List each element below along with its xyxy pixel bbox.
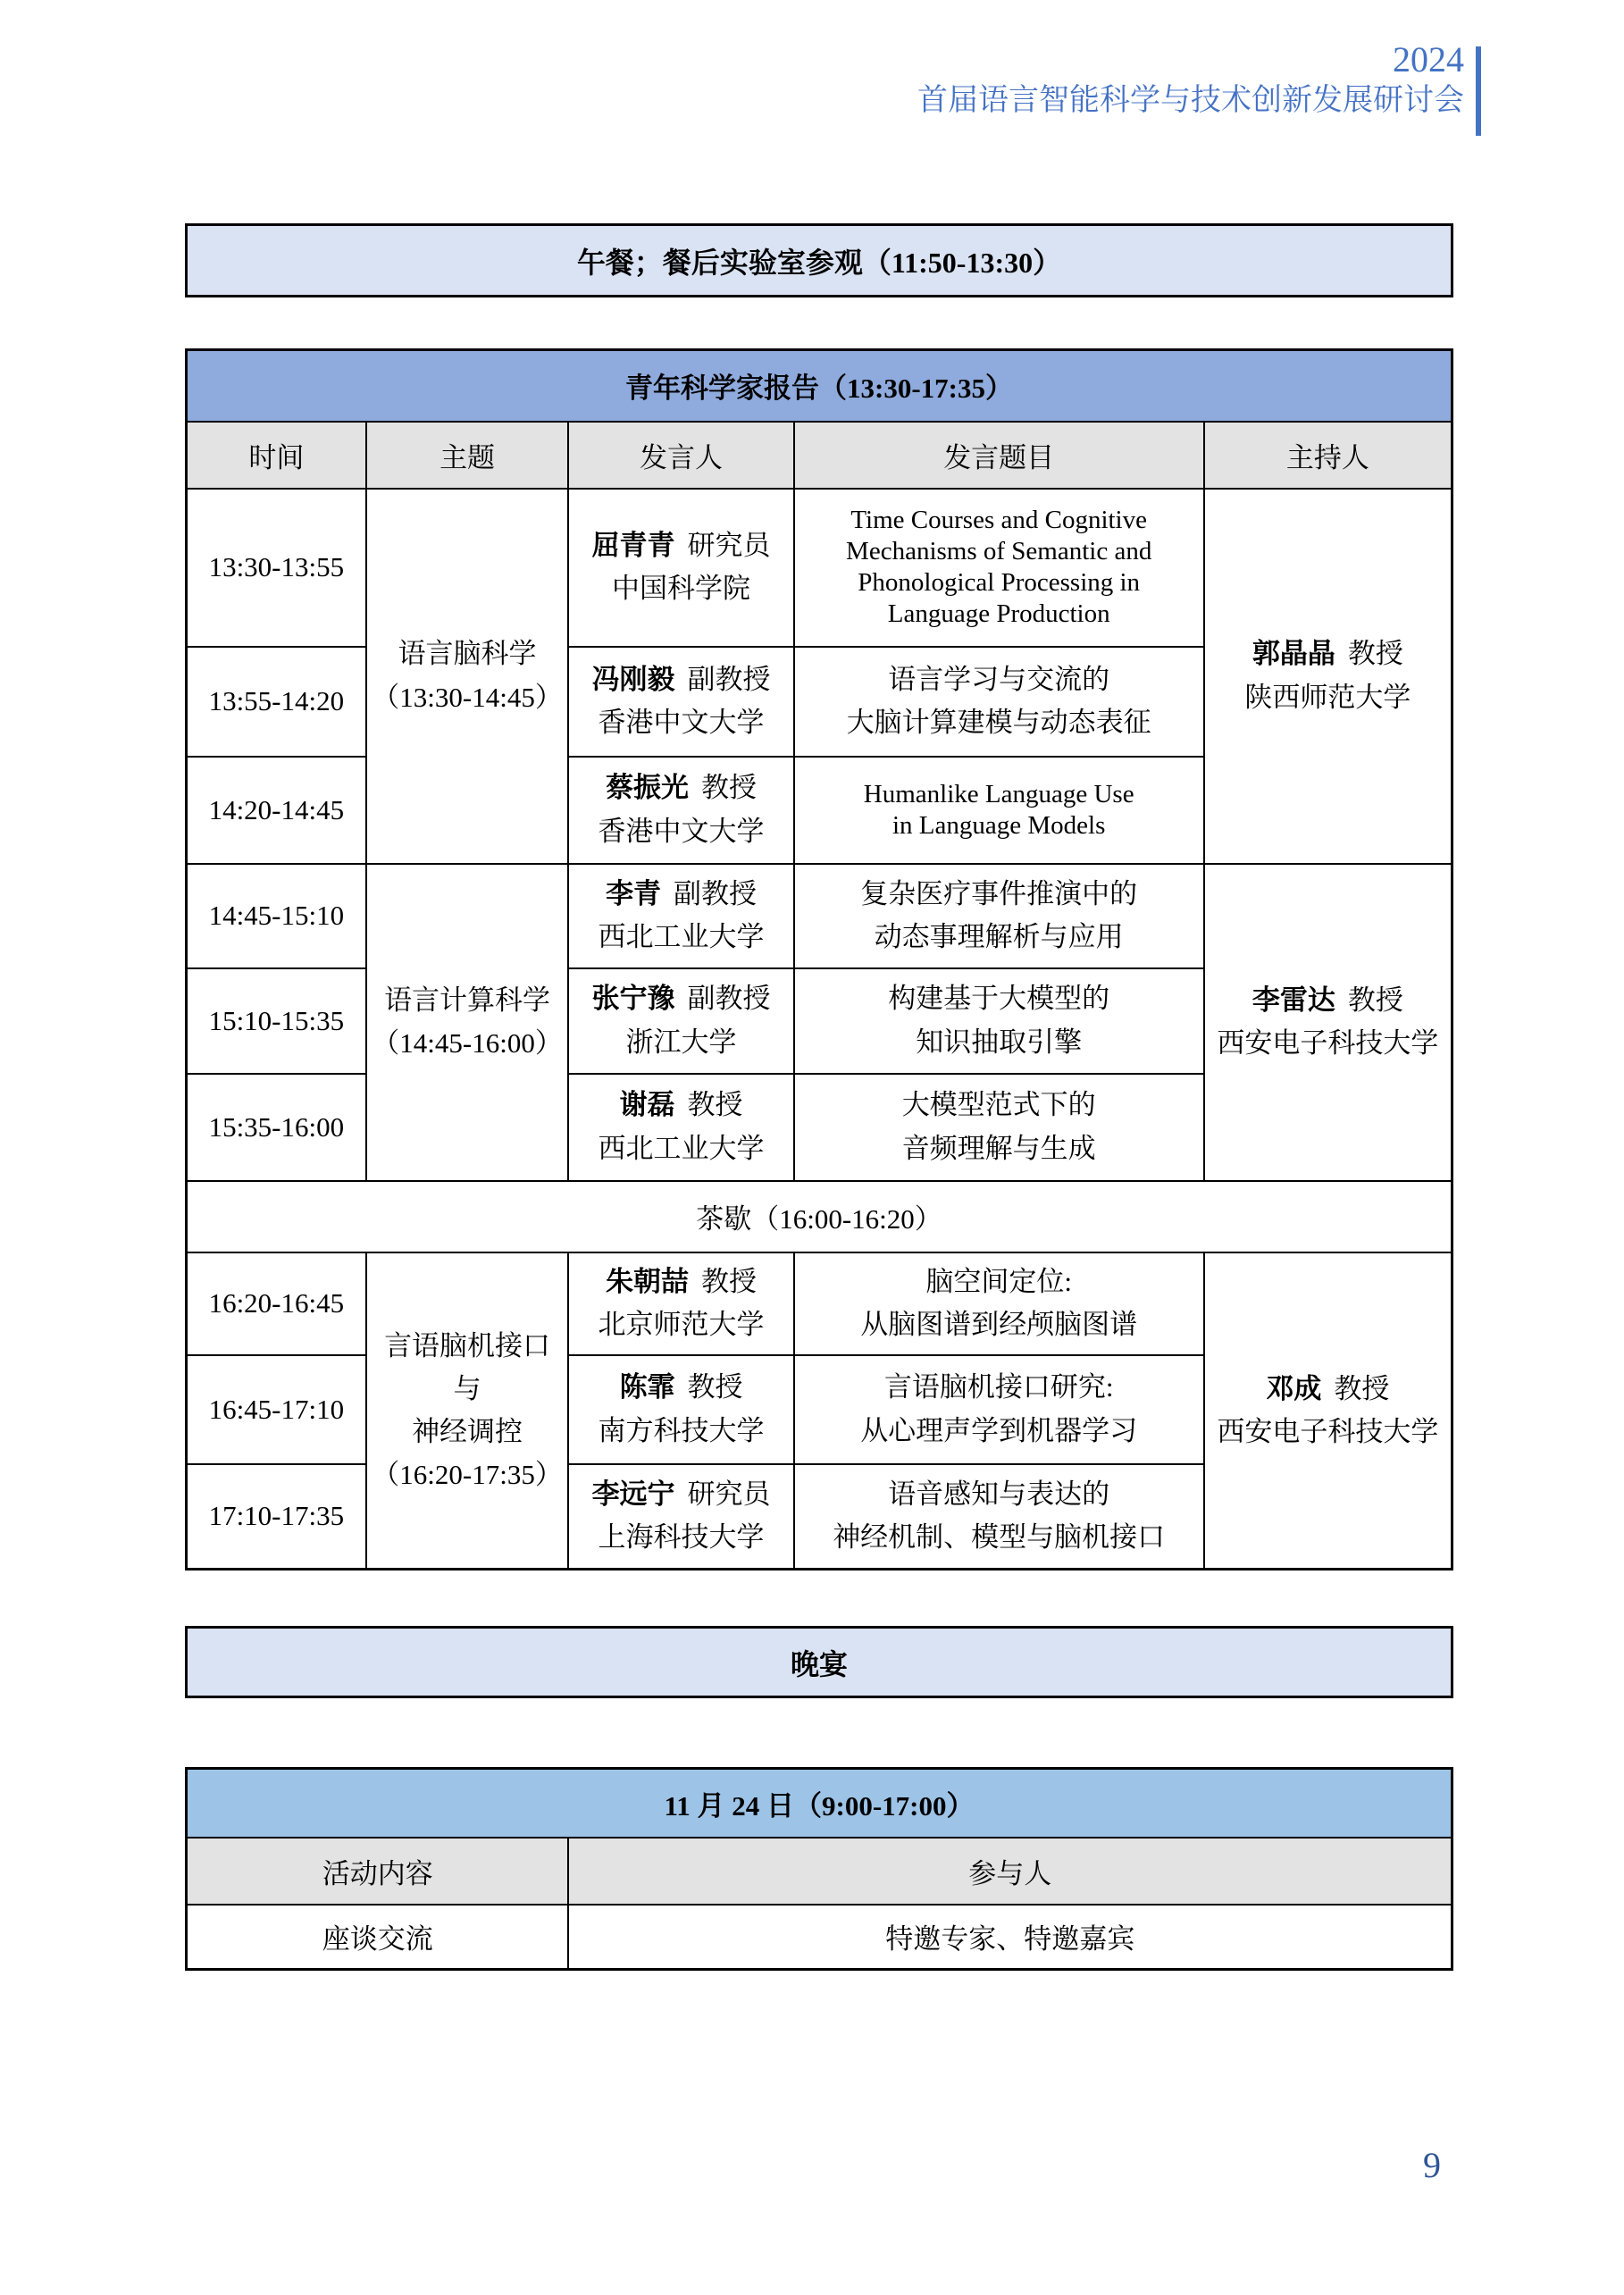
lunch-banner: 午餐；餐后实验室参观（11:50-13:30） [185,223,1453,297]
speaker-cell [568,647,793,757]
speaker-affiliation: 中国科学院 [612,573,751,604]
speaker-name: 李远宁 [591,1478,675,1511]
speaker-cell [568,757,793,864]
talk-title-line: Phonological Processing in [858,568,1141,597]
talk-title-line: 语言学习与交流的 [888,663,1110,695]
speaker-role: 副教授 [674,877,757,909]
chair-affiliation: 陕西师范大学 [1244,681,1411,713]
speaker-cell [568,489,793,647]
speaker-cell [568,1355,793,1464]
speaker-cell [568,968,793,1074]
speaker-name: 蔡振光 [606,772,690,804]
col-header-chair: 主持人 [1204,422,1452,489]
chair-name: 李雷达 [1251,984,1335,1016]
topic-cell [366,864,569,1181]
talk-title-cell [794,757,1204,864]
talk-title-line: 复杂医疗事件推演中的 [860,877,1138,909]
col-header-activity: 活动内容 [187,1838,569,1905]
page-header [917,39,1464,121]
topic-line: （13:30-14:45） [372,681,563,713]
talk-title-cell [794,864,1204,968]
speaker-affiliation: 西北工业大学 [598,921,765,952]
chair-affiliation: 西安电子科技大学 [1217,1415,1439,1447]
speaker-role: 副教授 [687,983,771,1015]
tea-break-row: 茶歇（16:00-16:20） [187,1181,1452,1252]
talk-title-line: Mechanisms of Semantic and [846,537,1152,566]
col-header-topic: 主题 [366,422,569,489]
talk-title-line: 语音感知与表达的 [888,1478,1110,1511]
chair-cell [1204,1252,1452,1570]
speaker-affiliation: 西北工业大学 [598,1132,765,1164]
topic-cell [366,1252,569,1570]
time-cell: 15:35-16:00 [187,1074,366,1181]
page-number: 9 [1423,2145,1441,2185]
speaker-name: 朱朝喆 [606,1265,690,1297]
participants-cell: 特邀专家、特邀嘉宾 [568,1905,1452,1970]
talk-title-cell [794,1464,1204,1570]
speaker-affiliation: 香港中文大学 [598,707,765,738]
speaker-cell [568,1252,793,1355]
chair-name: 邓成 [1266,1372,1322,1404]
time-cell: 15:10-15:35 [187,968,366,1074]
talk-title-line: Humanlike Language Use [863,779,1134,808]
col-header-speaker: 发言人 [568,422,793,489]
talk-title-line: 从心理声学到机器学习 [860,1414,1138,1446]
speaker-name: 李青 [606,877,662,909]
header-accent-bar [1476,46,1481,136]
speaker-affiliation: 香港中文大学 [598,815,765,847]
time-cell: 17:10-17:35 [187,1464,366,1570]
speaker-name: 陈霏 [619,1371,675,1403]
speaker-role: 研究员 [687,529,771,561]
speaker-name: 张宁豫 [591,983,675,1015]
topic-cell [366,489,569,864]
topic-line: （16:20-17:35） [372,1458,563,1490]
talk-title-cell [794,968,1204,1074]
col-header-participants: 参与人 [568,1838,1452,1905]
header-conference-title: 首届语言智能科学与技术创新发展研讨会 [917,84,1464,117]
header-year: 2024 [1393,39,1464,80]
time-cell: 14:20-14:45 [187,757,366,864]
session-table [185,348,1453,1570]
speaker-affiliation: 上海科技大学 [598,1521,765,1554]
talk-title-cell [794,489,1204,647]
speaker-name: 冯刚毅 [591,663,675,695]
talk-title-line: 大脑计算建模与动态表征 [846,707,1151,738]
speaker-role: 教授 [687,1089,743,1121]
col-header-talk-title: 发言题目 [794,422,1204,489]
talk-title-line: Time Courses and Cognitive [850,506,1147,535]
talk-title-line: 神经机制、模型与脑机接口 [833,1521,1166,1554]
chair-affiliation: 西安电子科技大学 [1217,1027,1439,1059]
talk-title-line: 动态事理解析与应用 [874,921,1124,952]
talk-title-line: 脑空间定位: [925,1265,1072,1297]
talk-title-line: in Language Models [892,810,1106,840]
speaker-affiliation: 北京师范大学 [598,1309,765,1340]
speaker-name: 谢磊 [619,1089,675,1121]
speaker-cell [568,864,793,968]
talk-title-cell [794,1074,1204,1181]
speaker-affiliation: 南方科技大学 [598,1414,765,1446]
talk-title-line: 大模型范式下的 [901,1089,1096,1121]
col-header-time: 时间 [187,422,366,489]
session-table-title: 青年科学家报告（13:30-17:35） [187,350,1452,422]
speaker-role: 副教授 [687,663,771,695]
chair-role: 教授 [1334,1372,1390,1404]
chair-role: 教授 [1347,638,1403,670]
talk-title-cell [794,1355,1204,1464]
talk-title-line: 言语脑机接口研究: [883,1371,1114,1403]
time-cell: 13:30-13:55 [187,489,366,647]
topic-line: 语言脑科学 [398,638,537,670]
topic-line: 神经调控 [412,1415,523,1447]
day2-table-title: 11 月 24 日（9:00-17:00） [187,1769,1452,1838]
chair-cell [1204,489,1452,864]
time-cell: 16:45-17:10 [187,1355,366,1464]
speaker-role: 研究员 [687,1478,771,1511]
chair-role: 教授 [1347,984,1403,1016]
topic-line: 言语脑机接口与 [384,1329,551,1404]
time-cell: 13:55-14:20 [187,647,366,757]
talk-title-cell [794,1252,1204,1355]
chair-name: 郭晶晶 [1251,638,1335,670]
speaker-cell [568,1074,793,1181]
speaker-role: 教授 [687,1371,743,1403]
talk-title-line: Language Production [887,599,1110,628]
chair-cell [1204,864,1452,1181]
activity-cell: 座谈交流 [187,1905,569,1970]
day2-table [185,1767,1453,1971]
topic-line: （14:45-16:00） [372,1027,563,1059]
talk-title-line: 从脑图谱到经颅脑图谱 [860,1309,1138,1340]
talk-title-line: 构建基于大模型的 [888,983,1110,1015]
time-cell: 16:20-16:45 [187,1252,366,1355]
topic-line: 语言计算科学 [384,984,551,1016]
talk-title-line: 音频理解与生成 [901,1132,1096,1164]
talk-title-line: 知识抽取引擎 [916,1026,1083,1058]
speaker-cell [568,1464,793,1570]
talk-title-cell [794,647,1204,757]
speaker-name: 屈青青 [591,529,675,561]
speaker-role: 教授 [701,1265,757,1297]
dinner-banner: 晚宴 [185,1626,1453,1698]
speaker-role: 教授 [701,772,757,804]
time-cell: 14:45-15:10 [187,864,366,968]
speaker-affiliation: 浙江大学 [625,1026,737,1058]
